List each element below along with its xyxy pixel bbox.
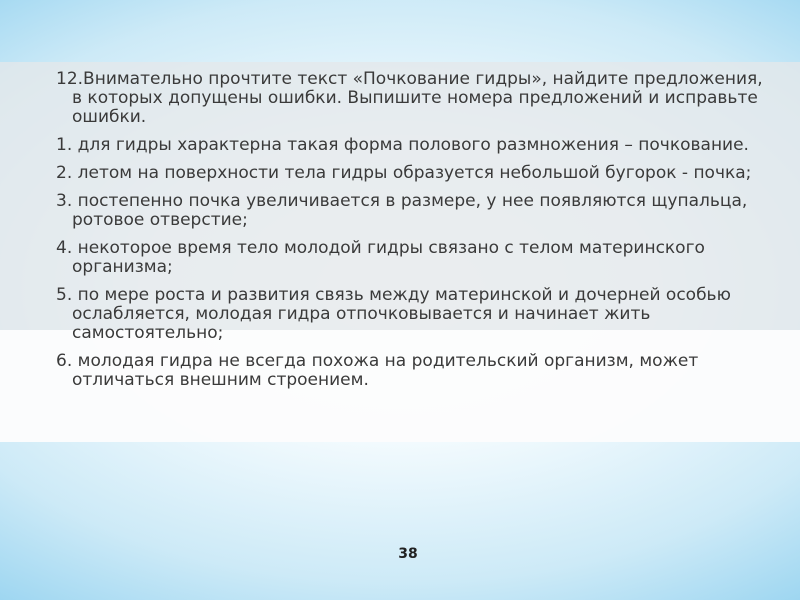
task-text bbox=[56, 70, 768, 399]
sentence-6: 6. молодая гидра не всегда похожа на родительский организм, может отличаться внешним строением. bbox=[56, 351, 699, 390]
page-number: 38 bbox=[398, 546, 418, 562]
sentence-1: 1. для гидры характерна такая форма полового размножения – почкование. bbox=[56, 135, 749, 155]
sentence-5: 5. по мере роста и развития связь между материнской и дочерней особью ослабляется, молодая гидра отпочковывается и начинает жить самостоятельно; bbox=[56, 285, 731, 343]
sentence-3: 3. постепенно почка увеличивается в размере, у нее появляются щупальца, ротовое отверстие; bbox=[56, 191, 748, 230]
task-intro: 12.Внимательно прочтите текст «Почкование гидры», найдите предложения, в которых допущены ошибки. Выпишите номера предложений и исправьте ошибки. bbox=[56, 69, 763, 127]
sentence-2: 2. летом на поверхности тела гидры образуется небольшой бугорок - почка; bbox=[56, 163, 752, 183]
sentence-4: 4. некоторое время тело молодой гидры связано с телом материнского организма; bbox=[56, 238, 705, 277]
